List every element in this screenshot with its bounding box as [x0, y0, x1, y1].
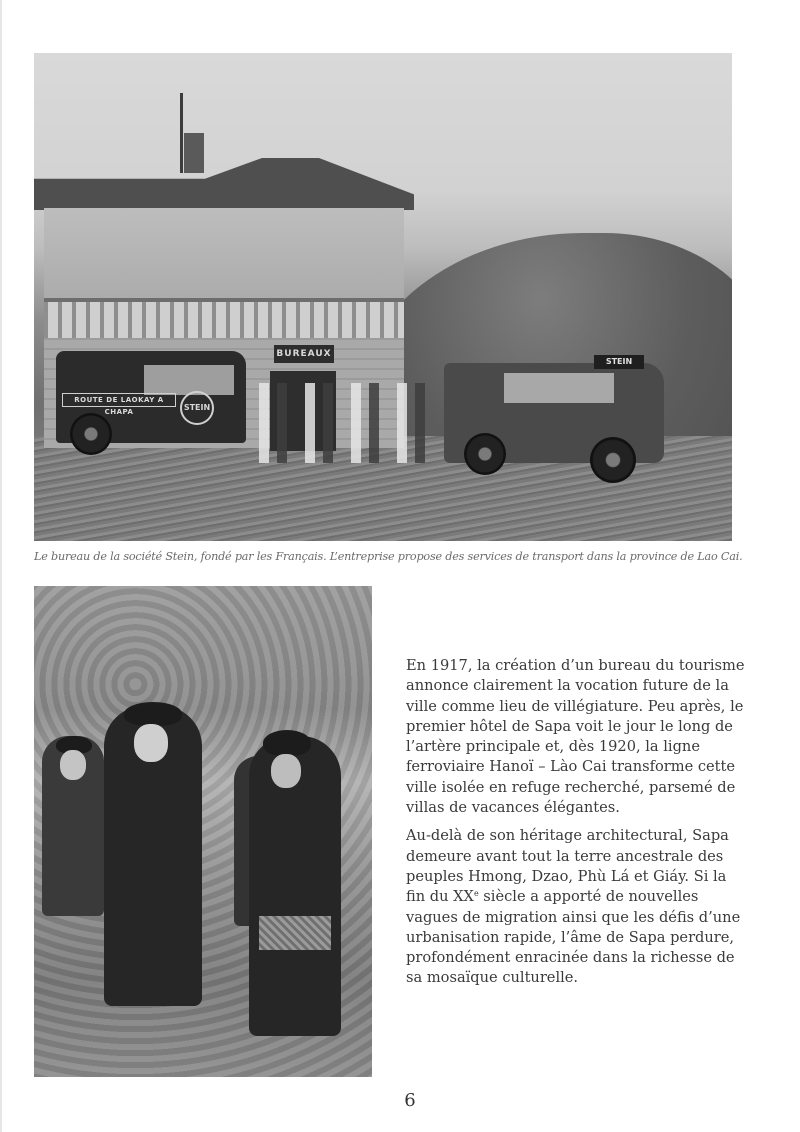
vehicle-emblem: STEIN — [180, 391, 214, 425]
photo-stein-office — [34, 53, 732, 541]
article-body — [406, 656, 746, 997]
page-number: 6 — [404, 1090, 416, 1111]
photo-vehicle-right — [444, 357, 664, 463]
paragraph-1: En 1917, la création d’un bureau du tourisme annonce clairement la vocation future de la ville comme lieu de villégiature. Peu après, le premier hôtel de Sapa voit le jour le long de l’artère principale et, dès 1920, la ligne ferroviaire Hanoï – Lào Cai transforme cette ville isolée en refuge recherché, parsemé de villas de vacances élégantes. — [406, 657, 745, 817]
photo-figure-main — [104, 706, 202, 1006]
photo-caption: Le bureau de la société Stein, fondé par les Français. L’entreprise propose des services de transport dans la province de Lao Cai. — [34, 550, 743, 563]
photo-face — [60, 750, 86, 780]
photo-house-roof — [34, 158, 414, 210]
superscript: e — [473, 889, 479, 899]
photo-headwrap — [124, 702, 182, 726]
photo-vehicle-left — [56, 351, 246, 443]
vehicle-banner: ROUTE DE LAOKAY A CHAPA — [62, 393, 176, 407]
photo-face — [134, 724, 168, 762]
photo-figure — [249, 736, 341, 1036]
photo-chimney — [184, 133, 204, 173]
page-edge — [0, 0, 2, 1132]
vehicle-tag: STEIN — [594, 355, 644, 369]
photo-people — [249, 383, 429, 463]
photo-embroidered-band — [259, 916, 331, 950]
photo-bureaux-sign: BUREAUX — [274, 345, 334, 363]
paragraph-2 — [406, 826, 746, 988]
paragraph-2-part-1: Au-delà de son héritage architectural, Sapa demeure avant tout la terre ancestrale des peuples Hmong, Dzao, Phù Lá et Giáy. Si la fin du XX — [406, 827, 729, 906]
photo-headwrap — [263, 730, 311, 756]
photo-face — [271, 754, 301, 788]
vehicle-window — [504, 373, 614, 403]
photo-ethnic-women — [34, 586, 372, 1077]
photo-antenna — [180, 93, 183, 173]
photo-figure — [42, 736, 104, 916]
vehicle-wheel — [464, 433, 506, 475]
photo-balcony — [44, 298, 404, 342]
paragraph-2-part-2: siècle a apporté de nouvelles vagues de migration ainsi que les défis d’une urbanisation rapide, l’âme de Sapa perdure, profondément enracinée dans la richesse de sa mosaïque culturelle. — [406, 888, 741, 987]
vehicle-wheel — [590, 437, 636, 483]
vehicle-wheel — [70, 413, 112, 455]
vehicle-window — [144, 365, 234, 395]
